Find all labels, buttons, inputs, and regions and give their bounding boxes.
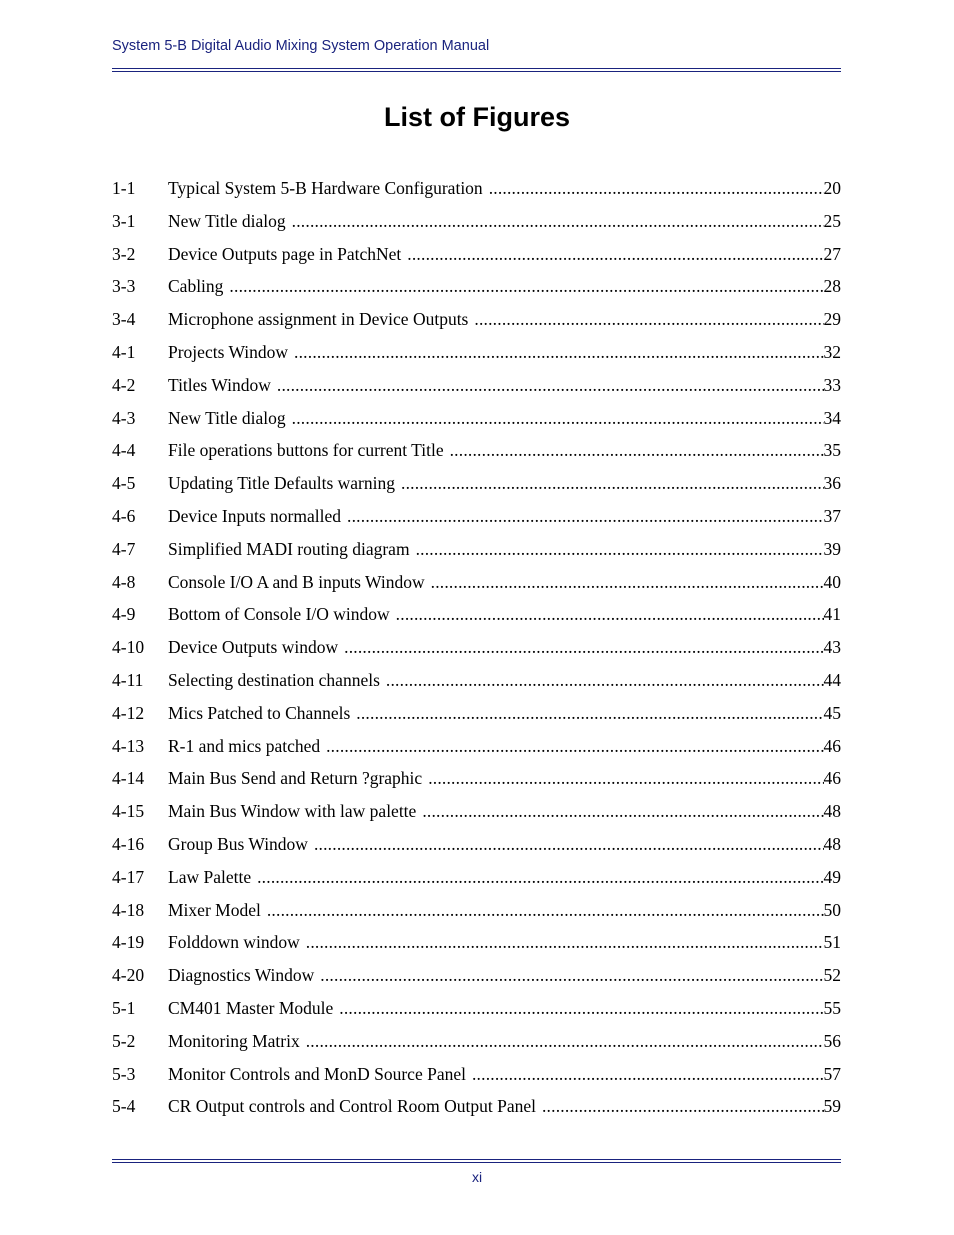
figure-title: Folddown window [168, 932, 300, 953]
dot-leader [344, 637, 823, 658]
figure-entry[interactable] [112, 801, 841, 834]
figure-title: Titles Window [168, 374, 271, 395]
dot-leader [416, 539, 824, 560]
figure-title: Group Bus Window [168, 833, 308, 854]
figure-number: 3-3 [112, 276, 136, 297]
figure-page-number: 46 [823, 735, 841, 756]
figure-page-number: 46 [823, 768, 841, 789]
dot-leader [294, 342, 823, 363]
figure-entry[interactable] [112, 276, 841, 309]
figure-page-number: 27 [823, 243, 841, 264]
figure-entry[interactable] [112, 473, 841, 506]
figure-page-number: 52 [823, 965, 841, 986]
header-rule-bottom [112, 71, 841, 72]
figure-page-number: 35 [823, 440, 841, 461]
figure-page-number: 48 [823, 833, 841, 854]
dot-leader [277, 375, 824, 396]
dot-leader [292, 211, 824, 232]
figure-number: 4-14 [112, 768, 145, 789]
figure-entry[interactable] [112, 998, 841, 1031]
running-header: System 5-B Digital Audio Mixing System Operation Manual [112, 38, 490, 54]
figure-entry[interactable] [112, 178, 841, 211]
dot-leader [267, 900, 824, 921]
figure-title: New Title dialog [168, 407, 286, 428]
figure-page-number: 20 [823, 178, 841, 198]
figure-title: R-1 and mics patched [168, 735, 321, 756]
figure-number: 4-12 [112, 702, 145, 723]
figure-number: 4-10 [112, 637, 145, 658]
figure-title: Simplified MADI routing diagram [168, 538, 410, 559]
figure-number: 4-15 [112, 801, 145, 822]
figure-entry[interactable] [112, 604, 841, 637]
figure-page-number: 37 [823, 505, 841, 526]
dot-leader [428, 768, 823, 789]
figure-entry[interactable] [112, 1096, 841, 1129]
dot-leader [431, 572, 824, 593]
figure-number: 4-6 [112, 505, 136, 526]
figure-page-number: 45 [823, 702, 841, 723]
header-rule-top [112, 68, 841, 69]
figure-title: Mixer Model [168, 899, 261, 920]
figure-number: 4-13 [112, 735, 145, 756]
figure-entry[interactable] [112, 440, 841, 473]
figure-page-number: 29 [823, 309, 841, 330]
dot-leader [326, 736, 823, 757]
figure-number: 5-2 [112, 1030, 136, 1051]
figure-page-number: 36 [823, 473, 841, 494]
figure-entry[interactable] [112, 244, 841, 277]
figure-entry[interactable] [112, 867, 841, 900]
figure-page-number: 51 [823, 932, 841, 953]
figure-title: Mics Patched to Channels [168, 702, 351, 723]
figure-title: Diagnostics Window [168, 965, 315, 986]
figure-entry[interactable] [112, 703, 841, 736]
figure-title: Updating Title Defaults warning [168, 473, 395, 494]
footer-rule-top [112, 1159, 841, 1160]
figure-title: CR Output controls and Control Room Output Panel [168, 1096, 536, 1117]
figure-list [112, 178, 841, 1129]
dot-leader [320, 965, 823, 986]
figure-title: Device Outputs page in PatchNet [168, 243, 402, 264]
figure-number: 4-5 [112, 473, 136, 494]
figure-page-number: 55 [823, 997, 841, 1018]
dot-leader [396, 604, 824, 625]
dot-leader [306, 1031, 824, 1052]
figure-number: 4-4 [112, 440, 136, 461]
figure-title: Main Bus Window with law palette [168, 801, 417, 822]
dot-leader [306, 932, 824, 953]
figure-number: 4-17 [112, 866, 145, 887]
figure-entry[interactable] [112, 932, 841, 965]
figure-title: Device Outputs window [168, 637, 339, 658]
figure-number: 4-2 [112, 374, 136, 395]
figure-entry[interactable] [112, 375, 841, 408]
figure-number: 5-1 [112, 997, 136, 1018]
figure-page-number: 49 [823, 866, 841, 887]
figure-number: 3-4 [112, 309, 136, 330]
figure-title: Typical System 5-B Hardware Configuration [168, 178, 483, 198]
figure-page-number: 59 [823, 1096, 841, 1117]
figure-entry[interactable] [112, 670, 841, 703]
dot-leader [386, 670, 824, 691]
figure-title: Microphone assignment in Device Outputs [168, 309, 469, 330]
figure-page-number: 41 [823, 604, 841, 625]
figure-entry[interactable] [112, 834, 841, 867]
dot-leader [347, 506, 823, 527]
figure-page-number: 39 [823, 538, 841, 559]
dot-leader [292, 408, 824, 429]
figure-number: 4-3 [112, 407, 136, 428]
figure-entry[interactable] [112, 1031, 841, 1064]
figure-page-number: 50 [823, 899, 841, 920]
figure-title: Law Palette [168, 866, 252, 887]
figure-title: Projects Window [168, 341, 289, 362]
figure-page-number: 57 [823, 1063, 841, 1084]
figure-page-number: 33 [823, 374, 841, 395]
figure-entry[interactable] [112, 211, 841, 244]
figure-title: Main Bus Send and Return ?graphic [168, 768, 423, 789]
figure-entry[interactable] [112, 342, 841, 375]
figure-number: 5-3 [112, 1063, 136, 1084]
figure-entry[interactable] [112, 572, 841, 605]
dot-leader [257, 867, 823, 888]
figure-title: Monitor Controls and MonD Source Panel [168, 1063, 466, 1084]
dot-leader [542, 1096, 824, 1117]
figure-number: 4-11 [112, 669, 144, 690]
page-title: List of Figures [383, 102, 570, 132]
figure-number: 4-18 [112, 899, 145, 920]
figure-number: 3-2 [112, 243, 136, 264]
figure-title: Cabling [168, 276, 224, 297]
figure-page-number: 28 [823, 276, 841, 297]
dot-leader [339, 998, 823, 1019]
figure-entry[interactable] [112, 900, 841, 933]
figure-page-number: 48 [823, 801, 841, 822]
figure-entry[interactable] [112, 506, 841, 539]
figure-title: Selecting destination channels [168, 669, 380, 690]
figure-number: 4-9 [112, 604, 136, 625]
figure-number: 5-4 [112, 1096, 136, 1117]
figure-page-number: 34 [823, 407, 841, 428]
dot-leader [489, 178, 824, 199]
figure-page-number: 40 [823, 571, 841, 592]
footer-rule-bottom [112, 1162, 841, 1163]
figure-entry[interactable] [112, 768, 841, 801]
figure-entry[interactable] [112, 408, 841, 441]
dot-leader [450, 440, 824, 461]
dot-leader [474, 309, 823, 330]
figure-title: File operations buttons for current Title [168, 440, 444, 461]
dot-leader [422, 801, 823, 822]
figure-number: 4-20 [112, 965, 145, 986]
figure-title: Device Inputs normalled [168, 505, 342, 526]
figure-entry[interactable] [112, 736, 841, 769]
figure-title: Console I/O A and B inputs Window [168, 571, 425, 592]
figure-page-number: 25 [823, 210, 841, 231]
figure-number: 4-1 [112, 341, 136, 362]
page-number: xi [471, 1169, 483, 1185]
figure-entry[interactable] [112, 1064, 841, 1097]
dot-leader [407, 244, 823, 265]
dot-leader [356, 703, 823, 724]
dot-leader [401, 473, 824, 494]
figure-number: 4-16 [112, 833, 145, 854]
figure-title: Monitoring Matrix [168, 1030, 300, 1051]
figure-title: CM401 Master Module [168, 997, 334, 1018]
figure-page-number: 44 [823, 669, 841, 690]
figure-page-number: 32 [823, 341, 841, 362]
dot-leader [314, 834, 824, 855]
figure-number: 4-7 [112, 538, 136, 559]
figure-entry[interactable] [112, 539, 841, 572]
figure-entry[interactable] [112, 637, 841, 670]
figure-title: Bottom of Console I/O window [168, 604, 390, 625]
figure-page-number: 56 [823, 1030, 841, 1051]
figure-number: 1-1 [112, 178, 136, 198]
figure-title: New Title dialog [168, 210, 286, 231]
figure-page-number: 43 [823, 637, 841, 658]
figure-number: 4-19 [112, 932, 145, 953]
dot-leader [229, 276, 823, 297]
figure-number: 3-1 [112, 210, 136, 231]
figure-entry[interactable] [112, 965, 841, 998]
figure-entry[interactable] [112, 309, 841, 342]
figure-number: 4-8 [112, 571, 136, 592]
dot-leader [472, 1064, 824, 1085]
